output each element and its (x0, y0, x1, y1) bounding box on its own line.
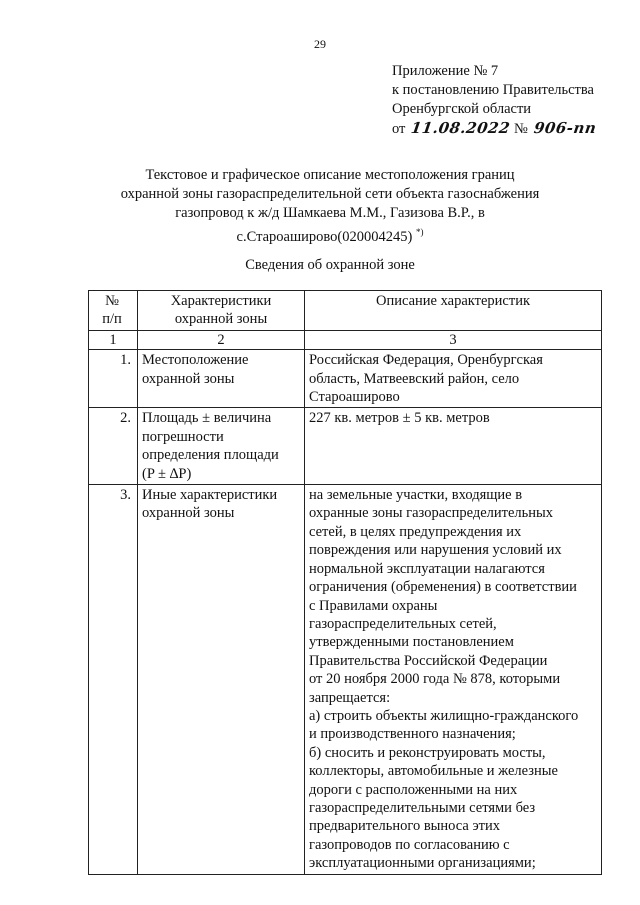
protection-zone-table (88, 290, 602, 875)
table-column-numbers-row (89, 330, 602, 349)
table-row (89, 350, 602, 408)
row-characteristic: Местоположение охранной зоны (138, 350, 305, 408)
header-characteristic: Характеристики охранной зоны (138, 291, 305, 331)
annex-region: Оренбургской области (392, 101, 532, 117)
table-row (89, 408, 602, 485)
document-title (60, 166, 600, 247)
row-description: Российская Федерация, Оренбургская область, Матвеевский район, село Староаширово (305, 350, 602, 408)
number-prefix: № (513, 121, 528, 137)
header-description: Описание характеристик (305, 291, 602, 331)
table-header-row (89, 291, 602, 331)
footnote-mark: *) (415, 227, 424, 237)
row-description: на земельные участки, входящие в охранные зоны газораспределительных сетей, в целях предупреждения их повреждения или нарушения условий их нормальной эксплуатации налагаются ограничения (обременения) в соответствии с Правилами охраны газораспределительных сетей, утвержденными постановлением Правительства Российской Федерации от 20 ноября 2000 года № 878, которыми запрещается: а) строить объекты жилищно-гражданского и производственного назначения; б) сносить и реконструировать мосты, коллекторы, автомобильные и железные дороги с расположенными на них газораспределительными сетями без предварительного выноса этих газопроводов по согласованию с эксплуатационными организациями; (305, 485, 602, 875)
row-description: 227 кв. метров ± 5 кв. метров (305, 408, 602, 485)
section-subtitle: Сведения об охранной зоне (245, 257, 415, 273)
annex-title: Приложение № 7 (392, 63, 499, 79)
page-number: 29 (314, 37, 326, 51)
row-characteristic: Площадь ± величина погрешности определения площади (P ± ∆P) (138, 408, 305, 485)
annex-header (392, 62, 596, 139)
column-number-3: 3 (305, 330, 602, 349)
annex-date-number-line (392, 119, 596, 139)
column-number-1: 1 (89, 330, 138, 349)
handwritten-number: 906-пп (532, 119, 598, 137)
header-number: № п/п (89, 291, 138, 331)
date-prefix: от (392, 121, 406, 137)
row-number: 2. (89, 408, 138, 485)
annex-resolution-ref: к постановлению Правительства (392, 82, 594, 98)
row-characteristic: Иные характеристики охранной зоны (138, 485, 305, 875)
row-number: 1. (89, 350, 138, 408)
handwritten-date: 11.08.2022 (410, 119, 512, 137)
column-number-2: 2 (138, 330, 305, 349)
document-title-text: Текстовое и графическое описание местоположения границ охранной зоны газораспределительной сети объекта газоснабжения газопровод к ж/д Шамкаева М.М., Газизова В.Р., в с.Староаширово(020004245) (120, 167, 540, 245)
row-number: 3. (89, 485, 138, 875)
table-row (89, 485, 602, 875)
